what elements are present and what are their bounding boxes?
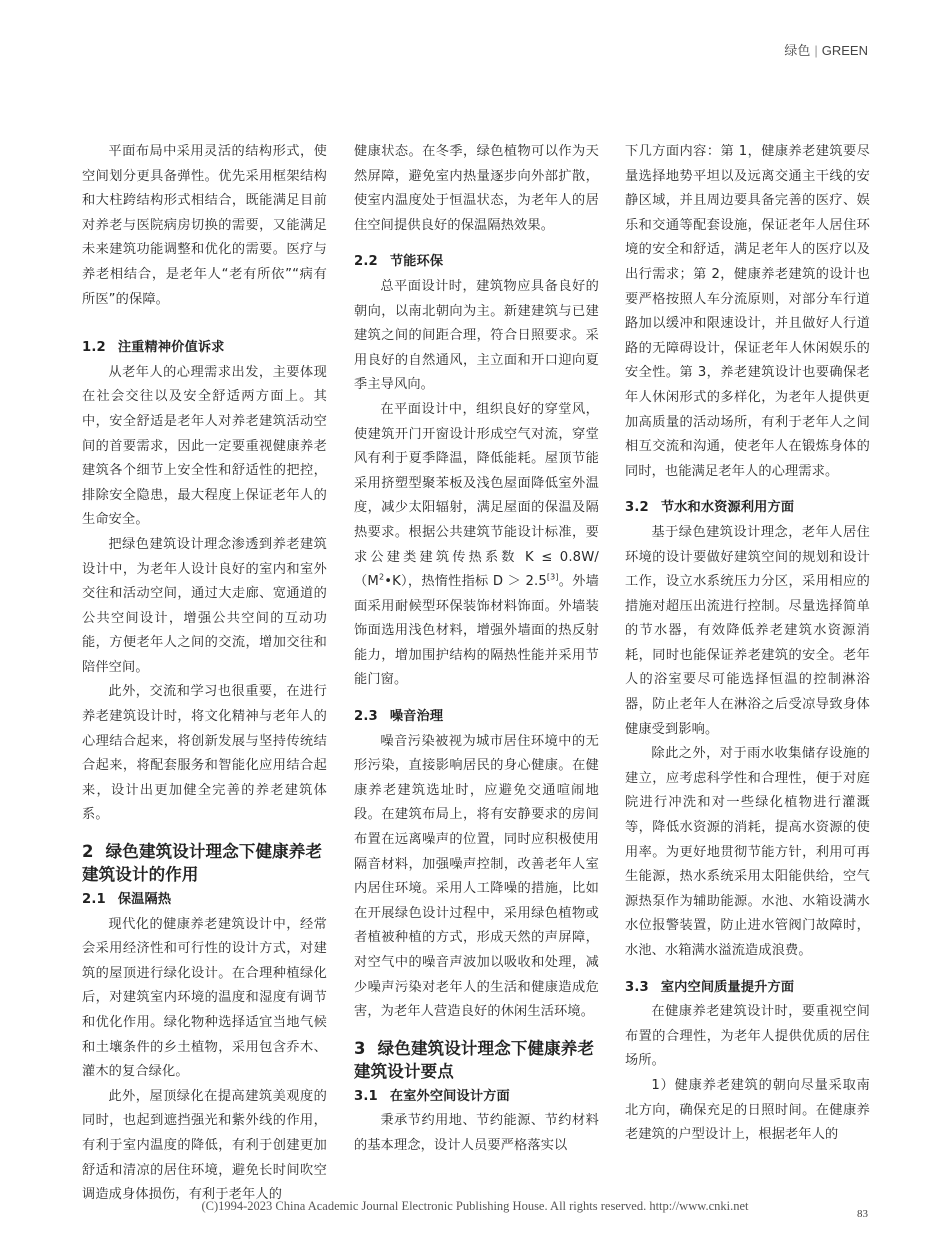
citation-ref: [3]	[546, 572, 559, 582]
paragraph: 此外，交流和学习也很重要，在进行养老建筑设计时，将文化精神与老年人的心理结合起来，将创新发展与坚持传统结合起来，将配套服务和智能化应用结合起来，设计出更加健全完善的养老建筑体系。	[82, 684, 327, 823]
paragraph: 噪音污染被视为城市居住环境中的无形污染，直接影响居民的身心健康。在健康养老建筑选址时，应避免交通喧闹地段。在建筑布局上，将有安静要求的房间布置在远离噪声的位置，同时应积极使用隔音材料，加强噪声控制，改善老年人室内居住环境。采用人工降噪的措施，比如在开展绿色设计过程中，采用绿色植物或者植被种植的方式，形成天然的声屏障，对空气中的噪音声波加以吸收和处理，减少噪声污染对老年人的生活和健康造成危害，为老年人营造良好的休闲生活环境。	[354, 733, 599, 1020]
paragraph: 把绿色建筑设计理念渗透到养老建筑设计中，为老年人设计良好的室内和室外交往和活动空间，通过大走廊、宽通道的公共空间设计，增强公共空间的互动功能，方便老年人之间的交流，增加交往和陪伴空间。	[82, 536, 327, 675]
section-heading-3: 3 绿色建筑设计理念下健康养老建筑设计要点	[354, 1038, 595, 1081]
paragraph: 从老年人的心理需求出发，主要体现在社会交往以及安全舒适两方面上。其中，安全舒适是老年人对养老建筑活动空间的首要需求，因此一定要重视健康养老建筑各个细节上安全性和舒适性的把控，排除安全隐患，最大程度上保证老年人的生命安全。	[82, 364, 327, 528]
section-heading-2-1: 2.1 保温隔热	[82, 892, 172, 908]
paragraph: 平面布局中采用灵活的结构形式，使空间划分更具备弹性。优先采用框架结构和大柱跨结构形式相结合，既能满足目前对养老与医院病房切换的需要，又能满足未来建筑功能调整和优化的需要。医疗与养老相结合，是老年人“老有所依”“病有所医”的保障。	[82, 144, 327, 307]
text-column-3	[625, 140, 870, 1148]
section-heading-1-2: 1.2 注重精神价值诉求	[82, 340, 225, 356]
copyright-footer: (C)1994-2023 China Academic Journal Electronic Publishing House. All rights reserved. http://www.cnki.net	[201, 1199, 749, 1213]
paragraph: 健康状态。在冬季，绿色植物可以作为天然屏障，避免室内热量逐步向外部扩散，使室内温度处于恒温状态，为老年人的居住空间提供良好的保温隔热效果。	[354, 144, 599, 233]
paragraph: 现代化的健康养老建筑设计中，经常会采用经济性和可行性的设计方式，对建筑的屋顶进行绿化设计。在合理种植绿化后，对建筑室内环境的温度和湿度有调节和优化作用。绿化物种选择适宜当地气候和土壤条件的乡土植物，采用包含乔木、灌木的复合绿化。	[82, 916, 327, 1080]
section-heading-3-1: 3.1 在室外空间设计方面	[354, 1088, 510, 1104]
section-heading-3-3: 3.3 室内空间质量提升方面	[625, 979, 795, 995]
paragraph: 在健康养老建筑设计时，要重视空间布置的合理性，为老年人提供优质的居住场所。	[625, 1004, 870, 1069]
header-section-en: GREEN	[821, 43, 868, 58]
paragraph: 此外，屋顶绿化在提高建筑美观度的同时，也起到遮挡强光和紫外线的作用，有利于室内温度的降低，有利于创建更加舒适和清凉的居住环境，避免长时间吹空调造成身体损伤，有利于老年人的	[82, 1088, 327, 1203]
paragraph: 基于绿色建筑设计理念，老年人居住环境的设计要做好建筑空间的规划和设计工作，设立水系统压力分区，采用相应的措施对超压出流进行控制。尽量选择简单的节水器，有效降低养老建筑水资源消耗，同时也能保证养老建筑的安全。老年人的浴室要尽可能选择恒温的控制淋浴器，防止老年人在淋浴之后受凉导致身体健康受到影响。	[625, 524, 870, 737]
paragraph: 除此之外，对于雨水收集储存设施的建立，应考虑科学性和合理性，便于对庭院进行冲洗和对一些绿化植物进行灌溉等，降低水资源的消耗，提高水资源的使用率。为更好地贯彻节能方针，利用可再生能源，热水系统采用太阳能供给，空气源热泵作为辅助能源。水池、水箱设满水水位报警装置，防止进水管阀门故障时，水池、水箱满水溢流造成浪费。	[625, 746, 870, 958]
section-heading-2-3: 2.3 噪音治理	[354, 709, 444, 725]
section-heading-3-2: 3.2 节水和水资源利用方面	[625, 500, 795, 516]
section-heading-2-2: 2.2 节能环保	[354, 254, 444, 270]
text-column-2	[354, 140, 599, 1159]
paragraph: 在平面设计中，组织良好的穿堂风，使建筑开门开窗设计形成空气对流，穿堂风有利于夏季降温，降低能耗。屋顶节能采用挤塑型聚苯板及浅色屋面降低室外温度，减少太阳辐射，满足屋面的保温及隔热要求。根据公共建筑节能设计标准，要求公建类建筑传热系数 $K \le 0.8W/(M^2•K)$，热惰性指标 D ＞ 2.5[3]。外墙面采用耐候型环保装饰材料饰面。外墙装饰面选用浅色材料，增强外墙面的热反射能力，增加围护结构的隔热性能并采用节能门窗。	[354, 401, 599, 688]
text-column-1	[82, 140, 327, 1208]
paragraph: 下几方面内容：第 1，健康养老建筑要尽量选择地势平坦以及远离交通主干线的安静区域，并且周边要具备完善的医疗、娱乐和交通等配套设施，保证老年人居住环境的安全和舒适，满足老年人的医疗以及出行需求；第 2，健康养老建筑的设计也要严格按照人车分流原则，对部分车行道路加以缓冲和限速设计，并且做好人行道路的无障碍设计，保证老年人休闲娱乐的安全性。第 3，养老建筑设计也要确保老年人休闲形式的多样化，为老年人提供更加高质量的活动场所，有利于老年人之间相互交流和沟通，使老年人在锻炼身体的同时，也能满足老年人的心理需求。	[625, 144, 870, 479]
section-heading-2: 2 绿色建筑设计理念下健康养老建筑设计的作用	[82, 842, 323, 885]
page-number: 83	[857, 1208, 868, 1220]
paragraph: 总平面设计时，建筑物应具备良好的朝向，以南北朝向为主。新建建筑与已建建筑之间的间距合理，符合日照要求。采用良好的自然通风，主立面和开口迎向夏季主导风向。	[354, 278, 599, 393]
paragraph: 秉承节约用地、节约能源、节约材料的基本理念，设计人员要严格落实以	[354, 1113, 599, 1153]
paragraph: 1）健康养老建筑的朝向尽量采取南北方向，确保充足的日照时间。在健康养老建筑的户型设计上，根据老年人的	[625, 1077, 870, 1143]
header-section-cn: 绿色	[784, 43, 811, 58]
running-header	[784, 40, 868, 59]
header-divider: |	[814, 43, 818, 58]
